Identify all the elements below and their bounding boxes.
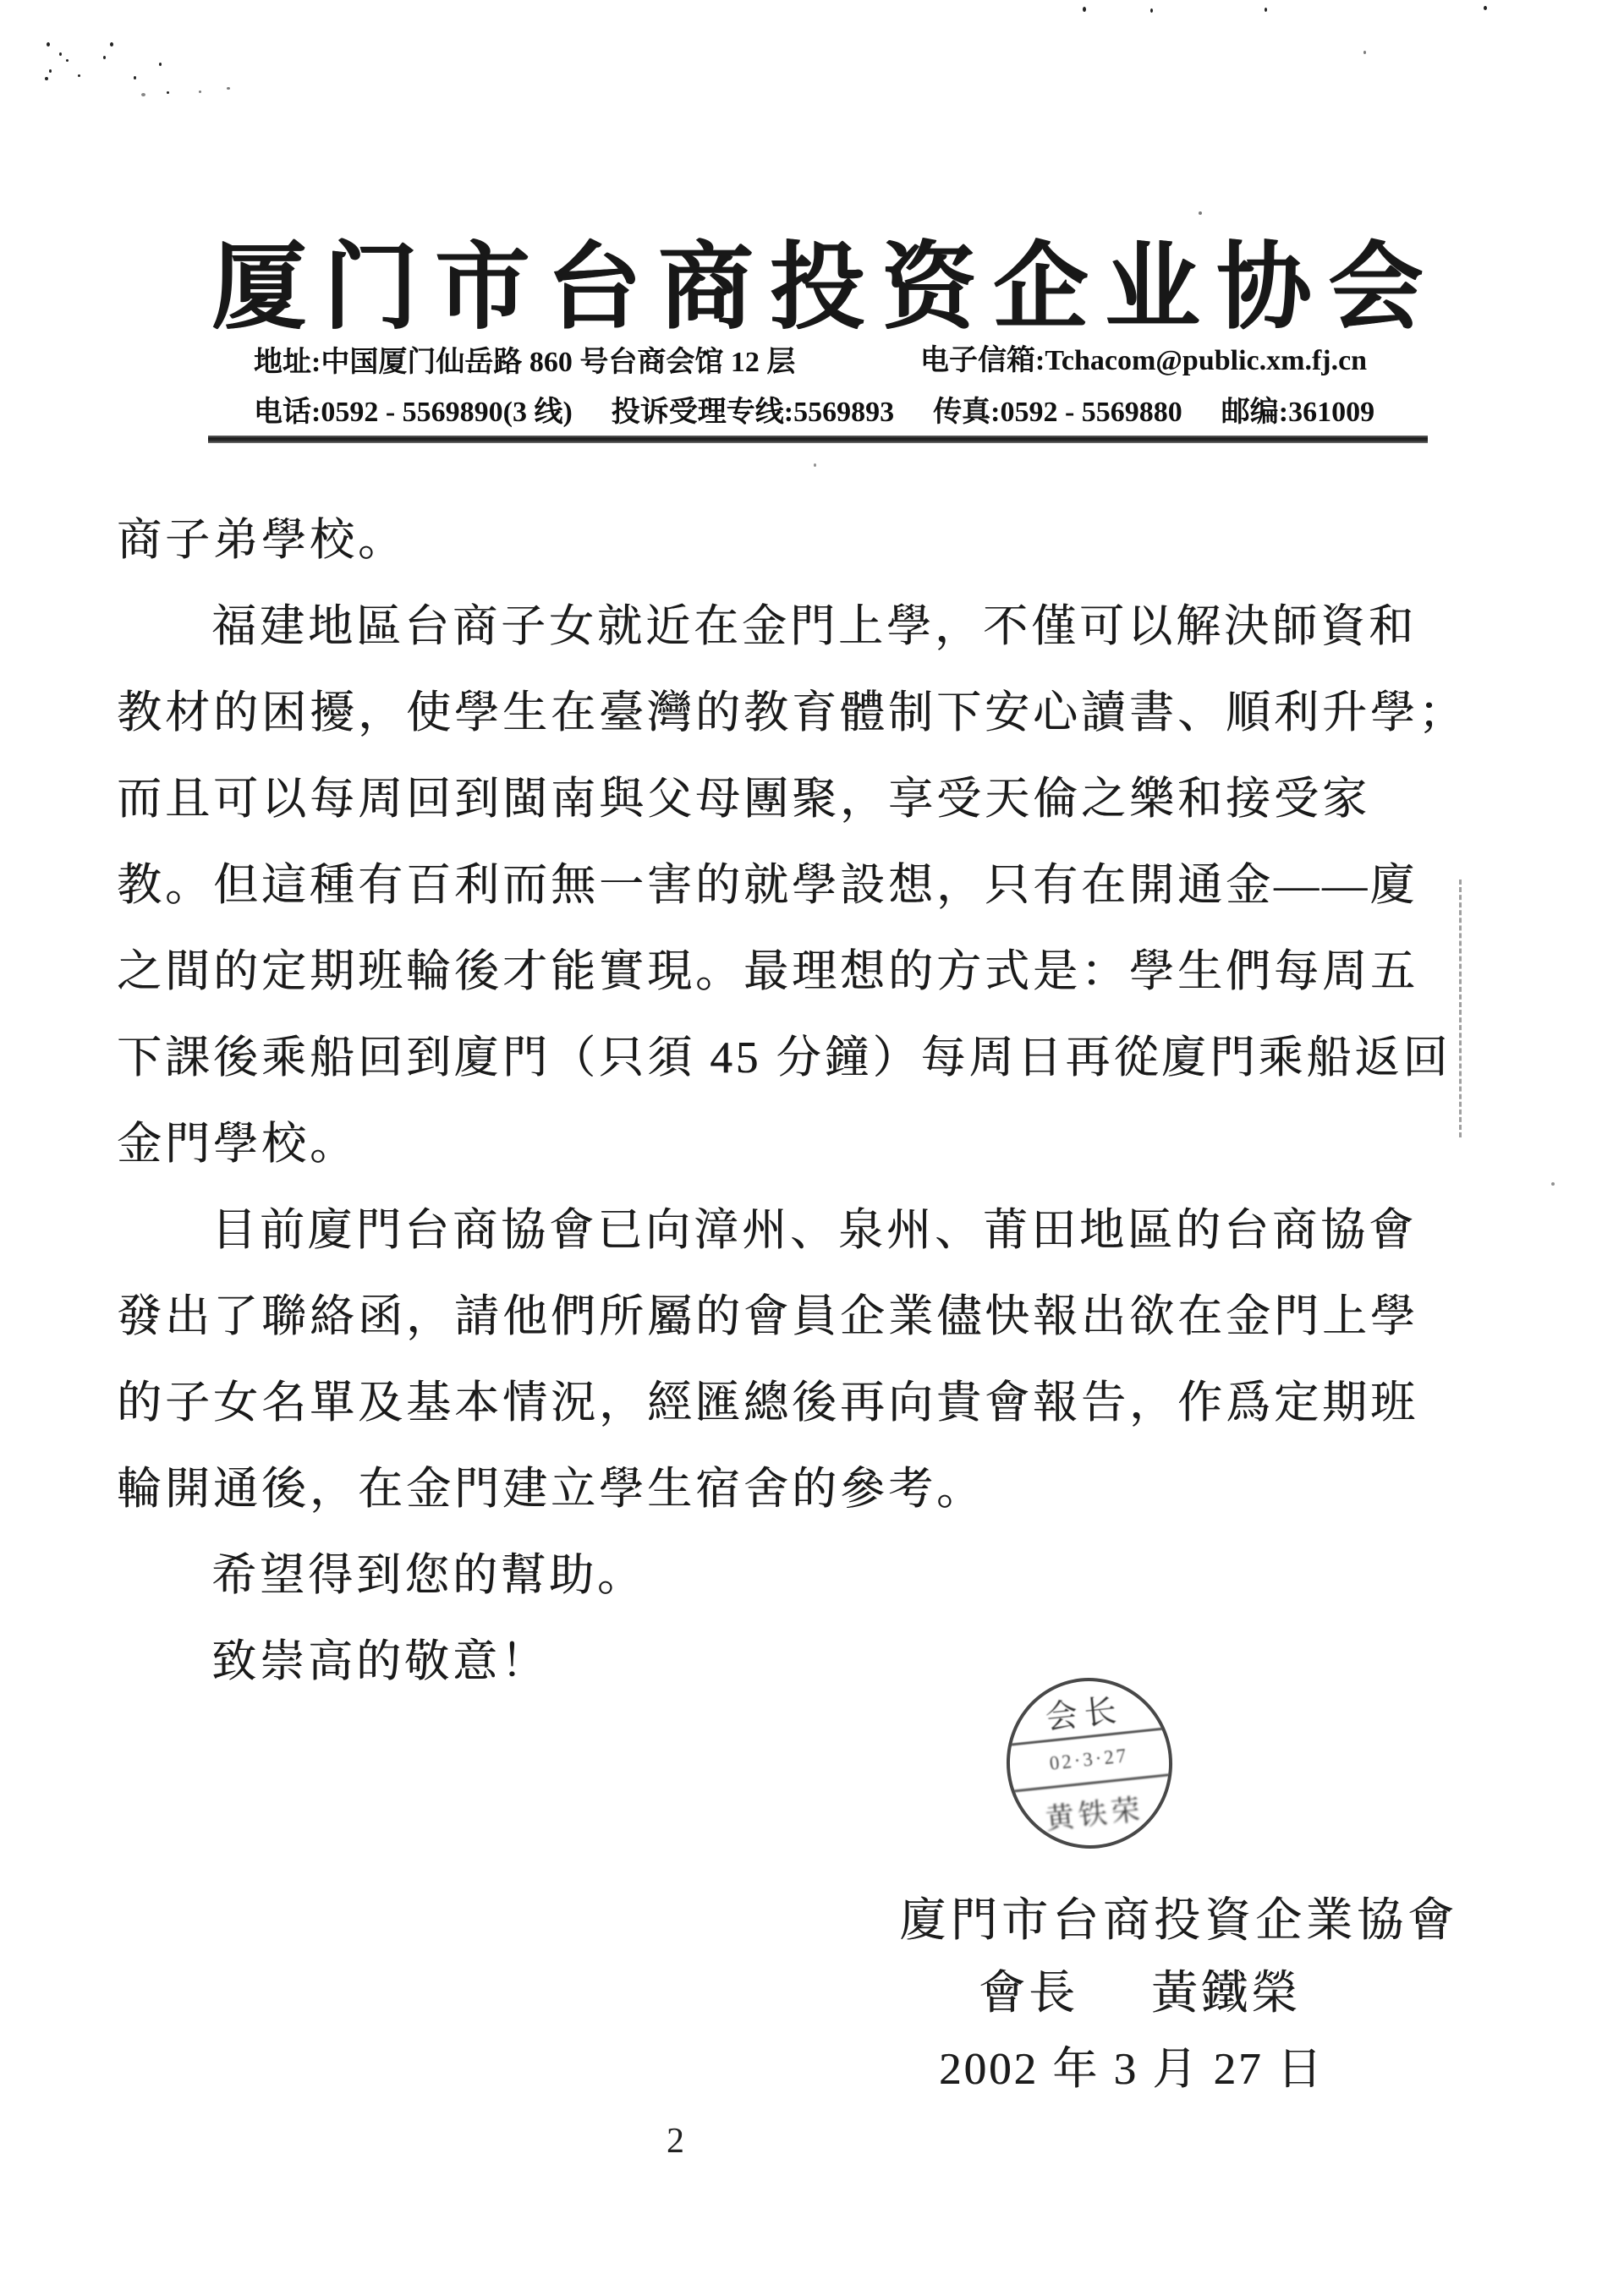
signature-role: 會長: [979, 1967, 1079, 2019]
scan-speck: [199, 90, 201, 93]
scan-speck: [814, 463, 816, 467]
page-number: 2: [667, 2122, 684, 2161]
scan-speck: [49, 69, 52, 73]
scan-speck: [159, 63, 162, 66]
scan-speck: [141, 93, 145, 96]
body-line: 教材的困擾，使學生在臺灣的教育體制下安心讀書、順利升學；: [117, 688, 1467, 737]
signature-name: 黃鐵榮: [1151, 1967, 1302, 2019]
body-line: 福建地區台商子女就近在金門上學，不僅可以解決師資和: [211, 602, 1417, 651]
body-line: 教。但這種有百利而無一害的就學設想，只有在開通金——廈: [117, 861, 1418, 910]
scan-speck: [45, 77, 48, 80]
body-line: 金門學校。: [117, 1120, 358, 1169]
body-line: 致崇高的敬意！: [211, 1637, 549, 1686]
body-line: 下課後乘船回到廈門（只須 45 分鐘）每周日再從廈門乘船返回: [117, 1033, 1451, 1082]
signature-organization: 廈門市台商投資企業協會: [900, 1894, 1459, 1946]
body-line: 希望得到您的幫助。: [211, 1551, 645, 1600]
scan-speck: [167, 91, 169, 94]
stamp-title: 会长: [1001, 1674, 1166, 1746]
body-line: 而且可以每周回到閩南與父母團聚，享受天倫之樂和接受家: [117, 775, 1370, 824]
signature-date: 2002 年 3 月 27 日: [939, 2045, 1325, 2094]
body-line: 商子弟學校。: [117, 516, 406, 565]
scan-speck: [1265, 8, 1267, 12]
scan-speck: [66, 59, 69, 62]
letterhead-divider-rule: [208, 436, 1428, 443]
scan-speck: [1150, 8, 1153, 13]
scan-speck: [59, 52, 62, 56]
signature-role-name-line: [979, 1955, 1301, 2022]
scan-speck: [1551, 1182, 1555, 1186]
scan-speck: [134, 76, 136, 79]
letterhead-email: 电子信箱:Tchacom@public.xm.fj.cn: [920, 345, 1368, 376]
letterhead-contact-row: [254, 388, 1374, 430]
president-seal-stamp: [998, 1669, 1181, 1856]
body-line: 之間的定期班輪後才能實現。最理想的方式是：學生們每周五: [117, 947, 1418, 996]
body-line: 發出了聯絡函，請他們所屬的會員企業儘快報出欲在金門上學: [117, 1292, 1418, 1341]
stamp-date: 02·3·27: [1007, 1729, 1171, 1792]
letterhead-hotline: 投诉受理专线:5569893: [611, 397, 895, 428]
scan-speck: [110, 42, 113, 47]
scan-speck: [103, 56, 106, 59]
letterhead-postcode: 邮编:361009: [1221, 397, 1375, 428]
letter-body: [117, 497, 1479, 1705]
scan-speck: [1484, 6, 1487, 10]
body-line: 目前廈門台商協會已向漳州、泉州、莆田地區的台商協會: [211, 1206, 1417, 1255]
stamp-name: 黄铁荣: [1044, 1794, 1146, 1836]
scan-speck: [78, 74, 80, 77]
letterhead-address: 地址:中国厦门仙岳路 860 号台商会馆 12 层: [254, 347, 796, 378]
scan-speck: [227, 87, 230, 90]
scan-speck: [47, 42, 50, 47]
letterhead-title: 厦门市台商投资企业协会: [211, 236, 1440, 341]
scan-speck: [1199, 211, 1202, 215]
letterhead-phone: 电话:0592 - 5569890(3 线): [254, 397, 573, 428]
body-line: 輪開通後，在金門建立學生宿舍的參考。: [117, 1465, 985, 1514]
letterhead-fax: 传真:0592 - 5569880: [933, 397, 1182, 428]
scan-artifact-dashed-line: [1459, 879, 1462, 1137]
scan-speck: [1083, 7, 1086, 12]
body-line: 的子女名單及基本情況，經匯總後再向貴會報告，作爲定期班: [117, 1378, 1418, 1427]
scan-speck: [1363, 51, 1366, 54]
